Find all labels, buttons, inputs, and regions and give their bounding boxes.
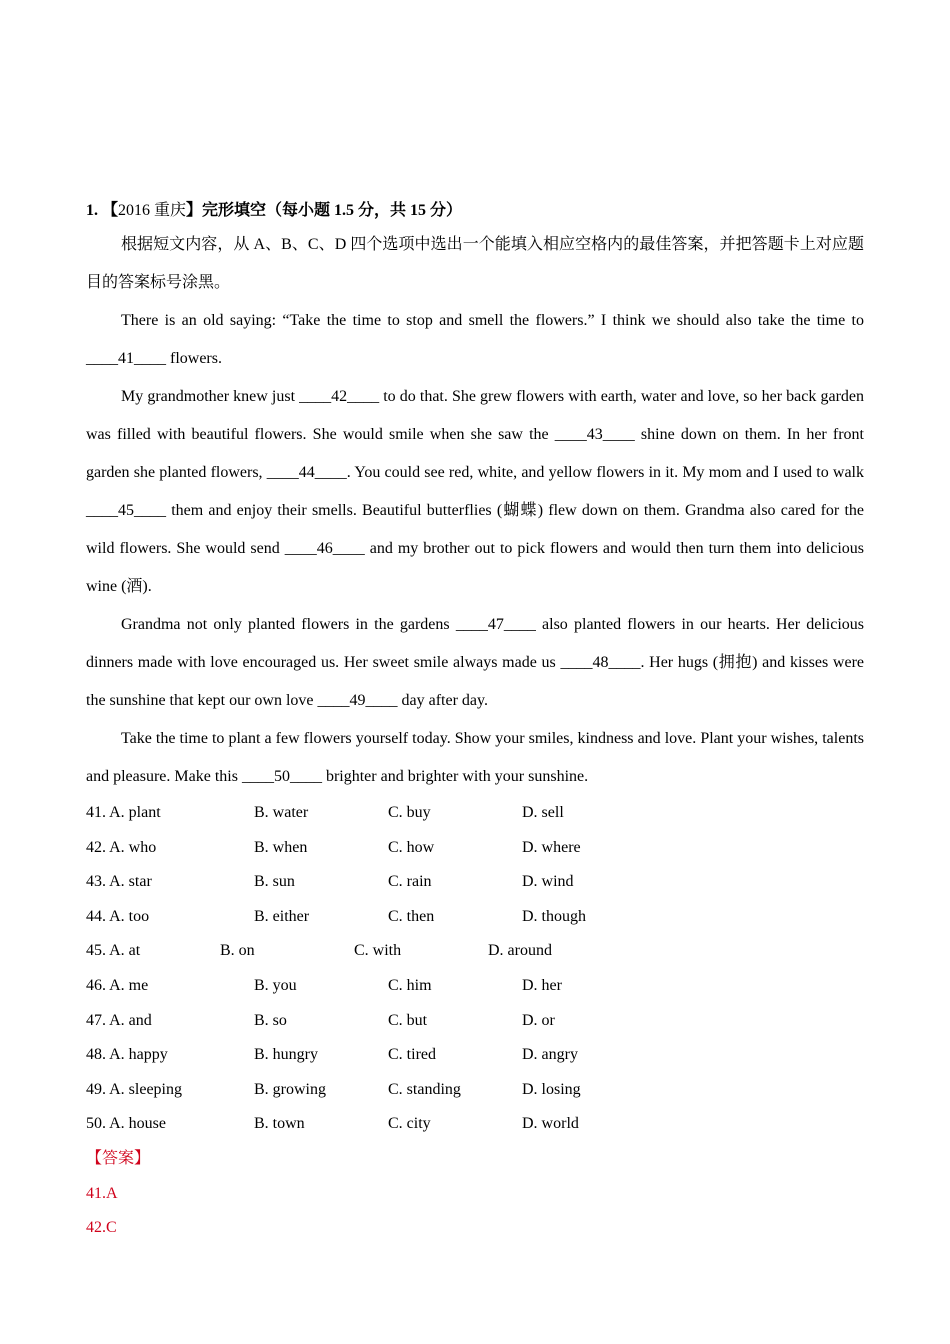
option-b: B. on [220,942,255,960]
option-a: 46. A. me [86,976,149,994]
option-d: D. world [522,1115,579,1133]
option-b: B. so [254,1011,287,1029]
option-c: C. him [388,976,432,994]
passage-paragraph-4: Take the time to plant a few flowers yourself today. Show your smiles, kindness and love. Plant your wishes, talents and pleasure. Make this ____50____ brighter and brighter with your sunshine. [86,730,864,785]
option-d: D. losing [522,1080,581,1098]
option-c: C. standing [388,1080,461,1098]
option-d: D. around [488,942,552,960]
option-a: 42. A. who [86,838,157,856]
option-row-44 [86,900,864,935]
option-b: B. hungry [254,1046,318,1064]
answer-label: 【答案】 [86,1149,151,1167]
question-title: 完形填空（每小题 1.5 分，共 15 分） [202,202,463,219]
option-b: B. either [254,907,310,925]
option-row-41 [86,796,864,831]
option-a: 45. A. at [86,942,141,960]
question-heading [86,196,864,226]
option-c: C. city [388,1115,431,1133]
document-page [86,196,864,1246]
option-c: C. but [388,1011,428,1029]
option-c: C. rain [388,873,432,891]
option-c: C. with [354,942,402,960]
option-row-45 [86,934,864,969]
passage-paragraph-3: Grandma not only planted flowers in the gardens ____47____ also planted flowers in our hearts. Her delicious dinners made with love encouraged us. Her sweet smile always made us ____48____. Her hugs (拥抱) and kisses were the sunshine that kept our own love ____49____ day after day. [86,616,864,709]
option-a: 43. A. star [86,873,152,891]
passage-paragraph-2: My grandmother knew just ____42____ to do that. She grew flowers with earth, water and love, so her back garden was filled with beautiful flowers. She would smile when she saw the ____43____ shine down on them. In her front garden she planted flowers, ____44____. You could see red, white, and yellow flowers in it. My mom and I used to walk ____45____ them and enjoy their smells. Beautiful butterflies (蝴蝶) flew down on them. Grandma also cared for the wild flowers. She would send ____46____ and my brother out to pick flowers and would then turn them into delicious wine (酒). [86,388,864,595]
option-row-50 [86,1107,864,1142]
option-d: D. angry [522,1046,578,1064]
options-list [86,796,864,1142]
option-c: C. how [388,838,435,856]
option-d: D. or [522,1011,555,1029]
source-open-bracket: 【 [102,202,119,219]
option-d: D. sell [522,804,564,821]
option-b: B. water [254,804,309,821]
option-a: 50. A. house [86,1115,166,1133]
option-row-43 [86,865,864,900]
option-a: 49. A. sleeping [86,1080,182,1098]
option-a: 48. A. happy [86,1046,168,1064]
option-c: C. then [388,907,435,925]
option-b: B. growing [254,1080,326,1098]
option-b: B. you [254,976,297,994]
option-row-42 [86,831,864,866]
option-b: B. sun [254,873,295,891]
option-row-46 [86,969,864,1004]
option-d: D. her [522,976,562,994]
option-b: B. town [254,1115,305,1133]
answer-item-42: 42.C [86,1219,117,1237]
option-row-49 [86,1073,864,1108]
source-close-bracket: 】 [186,202,203,219]
option-a: 41. A. plant [86,804,161,821]
answer-item-41: 41.A [86,1184,118,1202]
option-c: C. tired [388,1046,436,1064]
option-d: D. though [522,907,586,925]
passage-paragraph-1: There is an old saying: “Take the time to stop and smell the flowers.” I think we should also take the time to ____41____ flowers. [86,312,864,367]
question-source: 2016 重庆 [118,202,187,219]
option-b: B. when [254,838,308,856]
option-c: C. buy [388,804,431,821]
option-row-47 [86,1004,864,1039]
option-a: 47. A. and [86,1011,152,1029]
instruction-text: 根据短文内容，从 A、B、C、D 四个选项中选出一个能填入相应空格内的最佳答案，并把答题卡上对应题目的答案标号涂黑。 [86,236,864,291]
question-number: 1. [86,202,98,219]
option-row-48 [86,1038,864,1073]
option-d: D. where [522,838,581,856]
option-a: 44. A. too [86,907,150,925]
option-d: D. wind [522,873,574,891]
